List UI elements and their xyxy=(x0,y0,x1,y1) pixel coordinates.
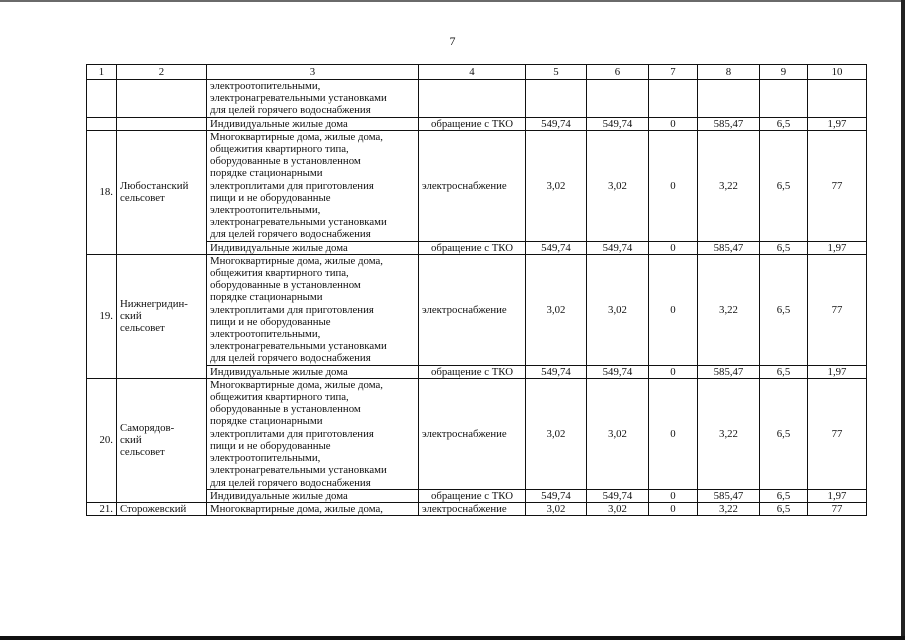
empty-cell xyxy=(649,80,698,118)
value-cell: 3,22 xyxy=(698,378,760,489)
empty-cell xyxy=(526,80,587,118)
continuation-row xyxy=(87,80,867,118)
row-number-cell: 19. xyxy=(87,254,117,378)
description-line: для целей горячего водоснабжения xyxy=(210,228,371,241)
description-line: электроотопительными, xyxy=(210,204,321,217)
header-cell: 8 xyxy=(698,65,760,80)
empty-cell xyxy=(698,80,760,118)
description-line: порядке стационарными xyxy=(210,167,323,180)
value-cell: 6,5 xyxy=(760,489,808,502)
description-cell xyxy=(207,80,419,118)
empty-cell xyxy=(587,80,649,118)
service-cell: обращение с ТКО xyxy=(419,241,526,254)
value-cell: 0 xyxy=(649,254,698,365)
description-line: для целей горячего водоснабжения xyxy=(210,476,371,489)
header-cell: 10 xyxy=(808,65,867,80)
table-body xyxy=(87,65,867,516)
value-cell: 3,02 xyxy=(587,130,649,241)
header-cell: 6 xyxy=(587,65,649,80)
description-line: электроплитами для приготовления xyxy=(210,303,374,316)
scan-bottom-edge xyxy=(0,636,905,640)
value-cell: 0 xyxy=(649,241,698,254)
description-cell xyxy=(207,130,419,241)
value-cell: 549,74 xyxy=(526,365,587,378)
value-cell: 549,74 xyxy=(526,117,587,130)
scan-top-edge xyxy=(0,0,905,2)
description-line: оборудованные в установленном xyxy=(210,403,361,416)
value-cell: 0 xyxy=(649,489,698,502)
value-cell: 3,02 xyxy=(587,378,649,489)
value-cell: 3,02 xyxy=(587,254,649,365)
service-cell: обращение с ТКО xyxy=(419,365,526,378)
value-cell: 549,74 xyxy=(526,241,587,254)
description-line: электроплитами для приготовления xyxy=(210,427,374,440)
page-number: 7 xyxy=(449,34,456,48)
service-cell: электроснабжение xyxy=(419,130,526,241)
empty-cell xyxy=(808,80,867,118)
description-line: электроотопительными, xyxy=(210,328,321,341)
empty-cell xyxy=(87,117,117,130)
individual-houses-row xyxy=(87,117,867,130)
description-line: для целей горячего водоснабжения xyxy=(210,104,371,117)
row-number-cell: 21. xyxy=(87,502,117,515)
empty-cell xyxy=(117,80,207,118)
value-cell: 585,47 xyxy=(698,117,760,130)
empty-cell xyxy=(87,80,117,118)
category-cell: Индивидуальные жилые дома xyxy=(207,241,419,254)
municipality-cell xyxy=(117,254,207,378)
description-cell xyxy=(207,378,419,489)
value-cell: 3,02 xyxy=(526,254,587,365)
description-line: электроплитами для приготовления xyxy=(210,179,374,192)
municipality-name-line: сельсовет xyxy=(120,446,165,459)
description-line: общежития квартирного типа, xyxy=(210,391,349,404)
header-row xyxy=(87,65,867,80)
value-cell: 3,22 xyxy=(698,254,760,365)
description-line: электронагревательными установками xyxy=(210,216,387,229)
category-cell: Индивидуальные жилые дома xyxy=(207,117,419,130)
value-cell: 3,22 xyxy=(698,502,760,515)
header-cell: 4 xyxy=(419,65,526,80)
municipality-name-line: ский xyxy=(120,310,142,323)
description-line: общежития квартирного типа, xyxy=(210,267,349,280)
description-line: оборудованные в установленном xyxy=(210,279,361,292)
service-cell: обращение с ТКО xyxy=(419,117,526,130)
header-cell: 5 xyxy=(526,65,587,80)
empty-cell xyxy=(117,117,207,130)
empty-cell xyxy=(419,80,526,118)
table-row xyxy=(87,130,867,241)
header-cell: 7 xyxy=(649,65,698,80)
description-line: Многоквартирные дома, жилые дома, xyxy=(210,130,383,143)
value-cell: 6,5 xyxy=(760,378,808,489)
value-cell: 549,74 xyxy=(587,489,649,502)
service-cell: электроснабжение xyxy=(419,254,526,365)
category-cell: Индивидуальные жилые дома xyxy=(207,365,419,378)
municipality-name-line: Саморядов- xyxy=(120,422,175,435)
description-line: Многоквартирные дома, жилые дома, xyxy=(210,254,383,267)
value-cell: 585,47 xyxy=(698,489,760,502)
value-cell: 585,47 xyxy=(698,241,760,254)
value-cell: 3,02 xyxy=(526,502,587,515)
value-cell: 1,97 xyxy=(808,241,867,254)
description-line: для целей горячего водоснабжения xyxy=(210,352,371,365)
row-number-cell: 20. xyxy=(87,378,117,502)
value-cell: 1,97 xyxy=(808,365,867,378)
municipality-cell xyxy=(117,130,207,254)
row-number-cell: 18. xyxy=(87,130,117,254)
municipality-cell: Сторожевский xyxy=(117,502,207,515)
value-cell: 585,47 xyxy=(698,365,760,378)
value-cell: 0 xyxy=(649,117,698,130)
description-line: оборудованные в установленном xyxy=(210,155,361,168)
value-cell: 77 xyxy=(808,130,867,241)
service-cell: обращение с ТКО xyxy=(419,489,526,502)
municipality-name-line: Нижнегридин- xyxy=(120,298,188,311)
header-cell: 2 xyxy=(117,65,207,80)
value-cell: 6,5 xyxy=(760,130,808,241)
description-line: пищи и не оборудованные xyxy=(210,315,331,328)
value-cell: 1,97 xyxy=(808,489,867,502)
description-line: пищи и не оборудованные xyxy=(210,191,331,204)
category-cell: Индивидуальные жилые дома xyxy=(207,489,419,502)
municipality-name-line: Любостанский xyxy=(120,180,189,193)
value-cell: 6,5 xyxy=(760,365,808,378)
municipality-name-line: сельсовет xyxy=(120,322,165,335)
value-cell: 549,74 xyxy=(587,241,649,254)
service-cell: электроснабжение xyxy=(419,502,526,515)
empty-cell xyxy=(760,80,808,118)
value-cell: 0 xyxy=(649,502,698,515)
description-line: электронагревательными установками xyxy=(210,92,387,105)
value-cell: 3,22 xyxy=(698,130,760,241)
value-cell: 6,5 xyxy=(760,241,808,254)
value-cell: 3,02 xyxy=(526,130,587,241)
value-cell: 549,74 xyxy=(587,117,649,130)
scan-right-edge xyxy=(901,0,905,640)
description-line: общежития квартирного типа, xyxy=(210,143,349,156)
service-cell: электроснабжение xyxy=(419,378,526,489)
value-cell: 77 xyxy=(808,254,867,365)
value-cell: 77 xyxy=(808,378,867,489)
table-row xyxy=(87,254,867,365)
value-cell: 77 xyxy=(808,502,867,515)
value-cell: 1,97 xyxy=(808,117,867,130)
tariff-table xyxy=(86,64,867,516)
value-cell: 6,5 xyxy=(760,502,808,515)
header-cell: 1 xyxy=(87,65,117,80)
description-line: электронагревательными установками xyxy=(210,464,387,477)
value-cell: 3,02 xyxy=(526,378,587,489)
value-cell: 0 xyxy=(649,365,698,378)
description-line: электроотопительными, xyxy=(210,80,321,92)
value-cell: 0 xyxy=(649,378,698,489)
header-cell: 9 xyxy=(760,65,808,80)
description-cell xyxy=(207,254,419,365)
description-line: электроотопительными, xyxy=(210,452,321,465)
municipality-name-line: сельсовет xyxy=(120,192,165,205)
municipality-name-line: ский xyxy=(120,434,142,447)
description-line: порядке стационарными xyxy=(210,415,323,428)
description-cell: Многоквартирные дома, жилые дома, xyxy=(207,502,419,515)
description-line: электронагревательными установками xyxy=(210,340,387,353)
description-line: Многоквартирные дома, жилые дома, xyxy=(210,378,383,391)
value-cell: 549,74 xyxy=(526,489,587,502)
table-row xyxy=(87,502,867,515)
description-line: порядке стационарными xyxy=(210,291,323,304)
value-cell: 0 xyxy=(649,130,698,241)
header-cell: 3 xyxy=(207,65,419,80)
table-row xyxy=(87,378,867,489)
description-line: пищи и не оборудованные xyxy=(210,439,331,452)
value-cell: 3,02 xyxy=(587,502,649,515)
value-cell: 6,5 xyxy=(760,254,808,365)
value-cell: 549,74 xyxy=(587,365,649,378)
value-cell: 6,5 xyxy=(760,117,808,130)
municipality-cell xyxy=(117,378,207,502)
